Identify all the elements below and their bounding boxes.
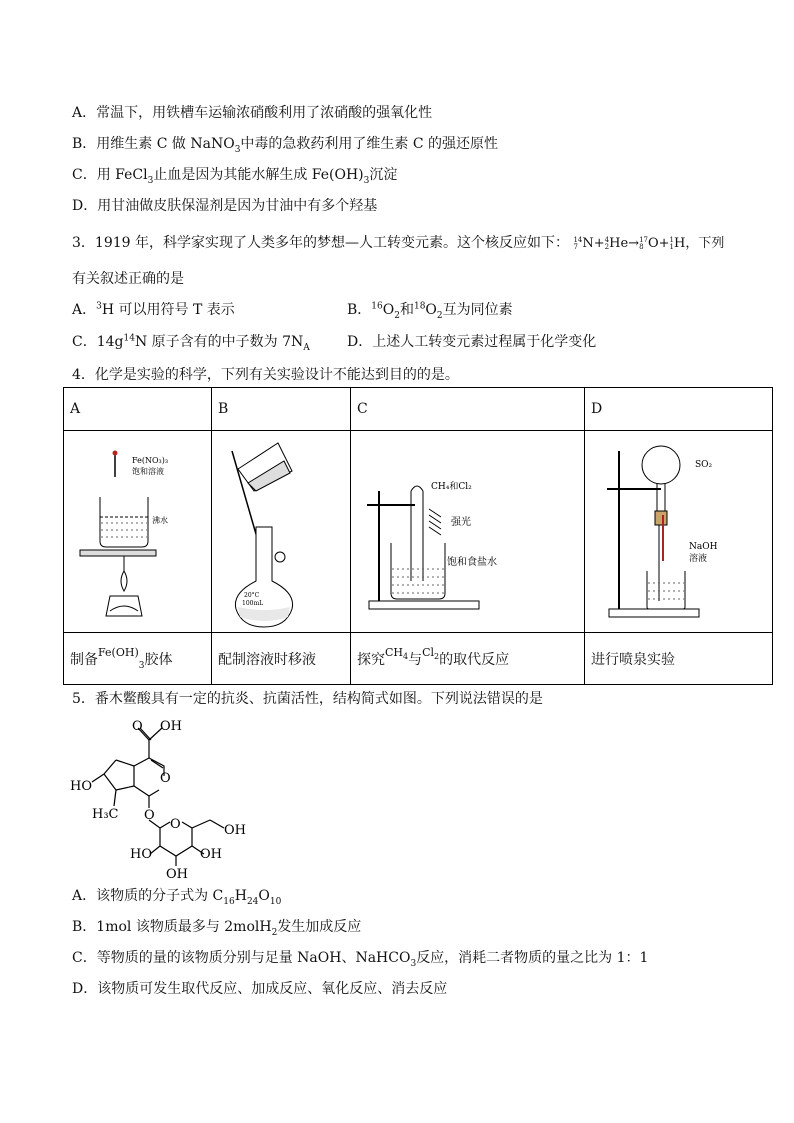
- q5-option-a: A．该物质的分子式为 $C_{16}H_{24}O_{10}$: [72, 888, 282, 907]
- svg-text:强光: 强光: [451, 517, 471, 528]
- figure-b-transfer-apparatus: [212, 431, 351, 633]
- q2-option-b: B．用维生素 C 做 NaNO$_3$中毒的急救药利用了维生素 C 的强还原性: [72, 136, 499, 155]
- q3-option-a: A．$^3$H 可以用符号 T 表示: [72, 301, 235, 318]
- q2-option-a: A．常温下，用铁槽车运输浓硝酸利用了浓硝酸的强氧化性: [72, 105, 433, 121]
- svg-text:沸水: 沸水: [152, 516, 168, 525]
- experiment-table: [63, 387, 773, 685]
- nuclear-equation: 14 7 N+ 4 2 He→ 17 8 O+ 1 1 H，下列: [573, 235, 725, 251]
- q3-option-c: C．$14g^{14}N$ 原子含有的中子数为 $7N_A$: [72, 333, 310, 353]
- svg-text:溶液: 溶液: [689, 554, 708, 564]
- q3-option-b: B．$^{16}O_2$和$^{18}O_2$互为同位素: [347, 301, 513, 321]
- q5-stem: 5．番木鳖酸具有一定的抗炎、抗菌活性，结构简式如图。下列说法错误的是: [72, 691, 543, 707]
- q5-option-d: D．该物质可发生取代反应、加成反应、氧化反应、消去反应: [72, 981, 448, 997]
- figure-a-colloid-apparatus: [64, 431, 212, 633]
- svg-text:H₃C: H₃C: [92, 807, 119, 822]
- q3-stem: 3．1919 年，科学家实现了人类多年的梦想—人工转变元素。这个核反应如下： 14 7 N+ 4 2 He→ 17 8 O+ 1 1 H，下列: [72, 235, 725, 251]
- svg-text:20°C: 20°C: [244, 592, 260, 599]
- svg-text:O: O: [170, 817, 181, 832]
- svg-text:OH: OH: [160, 719, 182, 734]
- svg-text:O: O: [144, 808, 155, 823]
- figure-c-substitution-apparatus: [351, 431, 585, 633]
- header-a: A: [64, 388, 212, 431]
- caption-d: 进行喷泉实验: [585, 633, 773, 685]
- svg-text:O: O: [132, 719, 143, 734]
- svg-text:CH₄和Cl₂: CH₄和Cl₂: [431, 482, 472, 492]
- svg-text:NaOH: NaOH: [689, 542, 718, 552]
- caption-b: 配制溶液时移液: [212, 633, 351, 685]
- svg-text:HO: HO: [130, 847, 152, 862]
- svg-text:OH: OH: [166, 867, 188, 880]
- svg-text:100mL: 100mL: [242, 600, 264, 607]
- header-c: C: [351, 388, 585, 431]
- caption-c: 探究$^{CH_4}$与$^{Cl_2}$的取代反应: [351, 633, 585, 685]
- experiment-captions-row: [64, 633, 773, 685]
- svg-text:OH: OH: [200, 847, 222, 862]
- q3-stem-cont: 有关叙述正确的是: [72, 271, 184, 287]
- svg-text:饱和食盐水: 饱和食盐水: [447, 557, 497, 568]
- svg-text:OH: OH: [224, 823, 246, 838]
- figure-d-fountain-apparatus: [585, 431, 773, 633]
- header-d: D: [585, 388, 773, 431]
- q2-option-d: D．用甘油做皮肤保湿剂是因为甘油中有多个羟基: [72, 198, 378, 214]
- structure-diagram: [64, 710, 264, 880]
- caption-a: 制备$^{Fe(OH)}_3$胶体: [64, 633, 212, 685]
- header-b: B: [212, 388, 351, 431]
- q4-stem: 4．化学是实验的科学，下列有关实验设计不能达到目的的是。: [72, 367, 459, 383]
- svg-text:SO₂: SO₂: [695, 460, 713, 470]
- experiment-table-header: [64, 388, 773, 431]
- svg-text:Fe(NO₃)₃: Fe(NO₃)₃: [132, 456, 169, 465]
- svg-text:HO: HO: [70, 779, 92, 794]
- svg-text:O: O: [160, 771, 171, 786]
- q2-option-c: C．用 FeCl$_3$止血是因为其能水解生成 $Fe(OH)_3$沉淀: [72, 167, 398, 186]
- svg-text:饱和溶液: 饱和溶液: [132, 467, 164, 476]
- q3-option-d: D．上述人工转变元素过程属于化学变化: [347, 334, 597, 350]
- experiment-figures-row: [64, 431, 773, 633]
- q5-option-b: B．1mol 该物质最多与 2molH$_2$发生加成反应: [72, 919, 362, 938]
- q5-option-c: C．等物质的量的该物质分别与足量 NaOH、NaHCO$_3$反应，消耗二者物质的量之比为 1：1: [72, 950, 649, 969]
